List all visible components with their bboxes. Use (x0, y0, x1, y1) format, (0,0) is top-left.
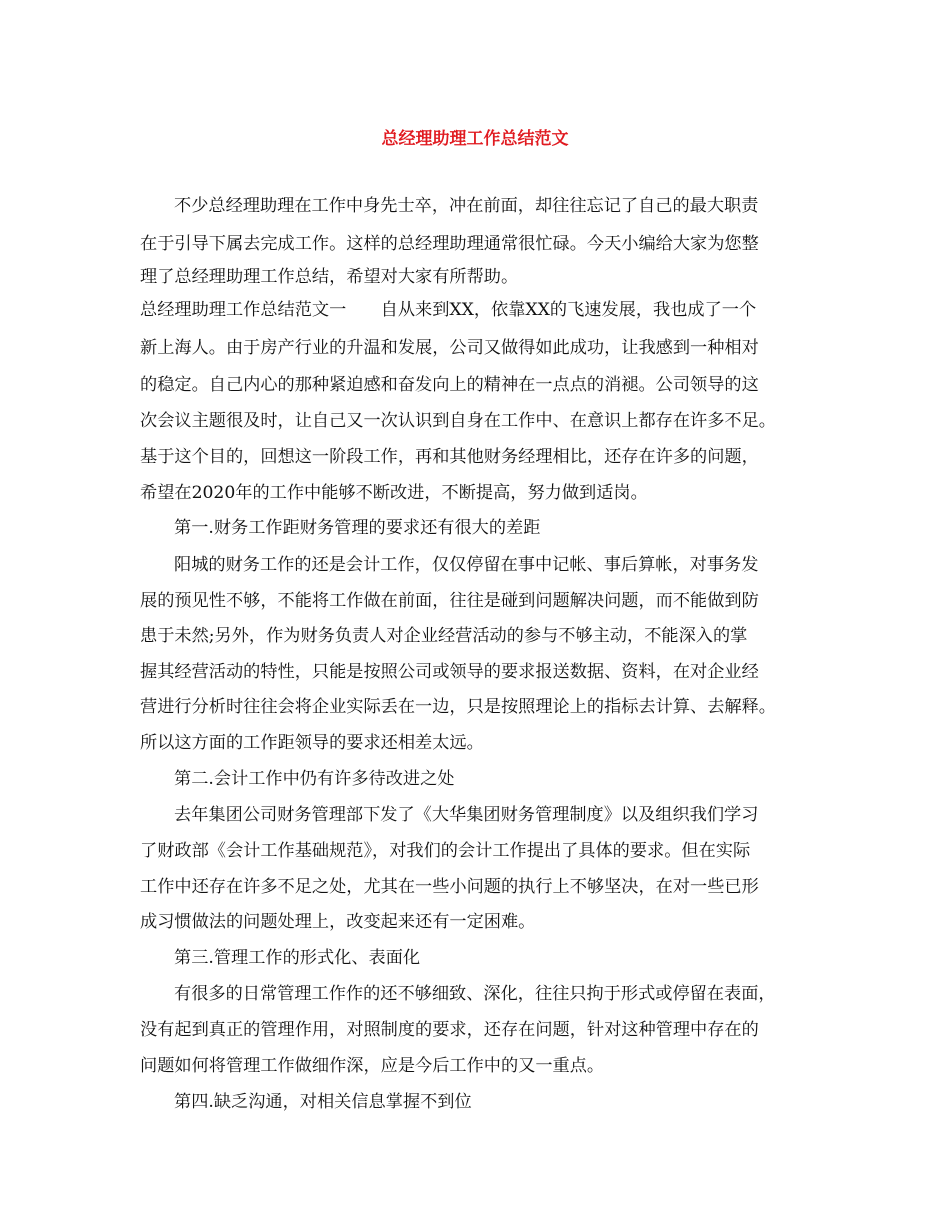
text-line: 工作中还存在许多不足之处，尤其在一些小问题的执行上不够坚决，在对一些已形 (140, 877, 759, 897)
text-line: 阳城的财务工作的还是会计工作，仅仅停留在事中记帐、事后算帐，对事务发 (174, 555, 759, 575)
section-heading: 第二.会计工作中仍有许多待改进之处 (174, 769, 455, 789)
section-heading: 第四.缺乏沟通，对相关信息掌握不到位 (174, 1092, 472, 1112)
text-line: 总经理助理工作总结范文一 自从来到XX，依靠XX的飞速发展，我也成了一个 (140, 300, 757, 320)
text-line: 不少总经理助理在工作中身先士卒，冲在前面，却往往忘记了自己的最大职责 (174, 196, 759, 216)
text-line: 次会议主题很及时，让自己又一次认识到自身在工作中、在意识上都存在许多不足。 (140, 411, 776, 431)
text-line: 展的预见性不够，不能将工作做在前面，往往是碰到问题解决问题，而不能做到防 (140, 591, 759, 611)
document-title: 总经理助理工作总结范文 (381, 129, 569, 149)
text-line: 的稳定。自己内心的那种紧迫感和奋发向上的精神在一点点的消褪。公司领导的这 (140, 375, 759, 395)
text-line: 营进行分析时往往会将企业实际丢在一边，只是按照理论上的指标去计算、去解释。 (140, 697, 776, 717)
section-heading: 第三.管理工作的形式化、表面化 (174, 948, 421, 968)
text-line: 没有起到真正的管理作用，对照制度的要求，还存在问题，针对这种管理中存在的 (140, 1020, 759, 1040)
text-line: 基于这个目的，回想这一阶段工作，再和其他财务经理相比，还存在许多的问题， (140, 447, 759, 467)
text-line: 握其经营活动的特性，只能是按照公司或领导的要求报送数据、资料，在对企业经 (140, 662, 759, 682)
text-line: 在于引导下属去完成工作。这样的总经理助理通常很忙碌。今天小编给大家为您整 (140, 234, 759, 254)
text-line: 成习惯做法的问题处理上，改变起来还有一定困难。 (140, 912, 536, 932)
text-line: 去年集团公司财务管理部下发了《大华集团财务管理制度》以及组织我们学习 (174, 805, 759, 825)
text-line: 理了总经理助理工作总结，希望对大家有所帮助。 (140, 267, 519, 287)
section-heading: 第一.财务工作距财务管理的要求还有很大的差距 (174, 518, 541, 538)
text-line: 所以这方面的工作距领导的要求还相差太远。 (140, 733, 484, 753)
text-line: 新上海人。由于房产行业的升温和发展，公司又做得如此成功，让我感到一种相对 (140, 338, 759, 358)
text-line: 患于未然;另外，作为财务负责人对企业经营活动的参与不够主动，不能深入的掌 (140, 626, 748, 646)
text-line: 问题如何将管理工作做细作深，应是今后工作中的又一重点。 (140, 1056, 605, 1076)
text-line: 希望在2020年的工作中能够不断改进，不断提高，努力做到适岗。 (140, 483, 648, 503)
text-line: 了财政部《会计工作基础规范》，对我们的会计工作提出了具体的要求。但在实际 (140, 841, 751, 861)
text-line: 有很多的日常管理工作作的还不够细致、深化，往往只拘于形式或停留在表面， (174, 984, 776, 1004)
